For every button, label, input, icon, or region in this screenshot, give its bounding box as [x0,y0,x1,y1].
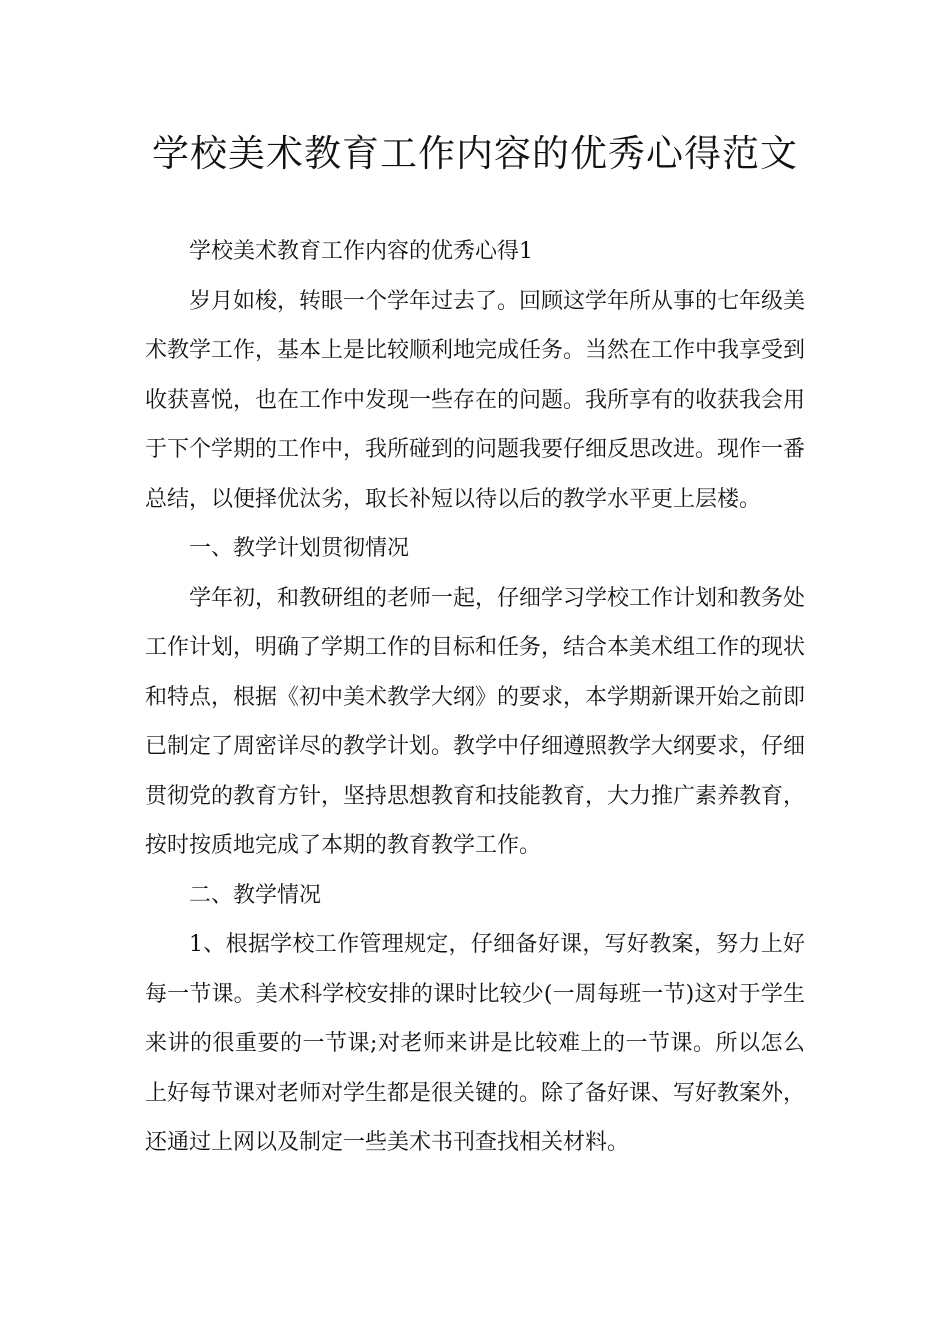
paragraph-teaching-1: 1、根据学校工作管理规定，仔细备好课，写好教案，努力上好每一节课。美术科学校安排的课时比较少(一周每班一节)这对于学生来讲的很重要的一节课;对老师来讲是比较难上的一节课。所以怎么上好每节课对老师对学生都是很关键的。除了备好课、写好教案外，还通过上网以及制定一些美术书刊查找相关材料。 [145,932,806,1155]
section-heading-1: 学校美术教育工作内容的优秀心得1 [189,239,533,264]
document-body [145,227,805,1168]
document-title: 学校美术教育工作内容的优秀心得范文 [152,132,798,175]
section-heading-teaching: 二、教学情况 [189,882,322,908]
paragraph-plan: 学年初，和教研组的老师一起，仔细学习学校工作计划和教务处工作计划，明确了学期工作的目标和任务，结合本美术组工作的现状和特点，根据《初中美术教学大纲》的要求，本学期新课开始之前即已制定了周密详尽的教学计划。教学中仔细遵照教学大纲要求，仔细贯彻党的教育方针，坚持思想教育和技能教育，大力推广素养教育，按时按质地完成了本期的教育教学工作。 [145,585,806,858]
paragraph-intro: 岁月如梭，转眼一个学年过去了。回顾这学年所从事的七年级美术教学工作，基本上是比较顺利地完成任务。当然在工作中我享受到收获喜悦，也在工作中发现一些存在的问题。我所享有的收获我会用于下个学期的工作中，我所碰到的问题我要仔细反思改进。现作一番总结，以便择优汰劣，取长补短以待以后的教学水平更上层楼。 [145,288,806,512]
section-heading-plan: 一、教学计划贯彻情况 [189,536,410,561]
